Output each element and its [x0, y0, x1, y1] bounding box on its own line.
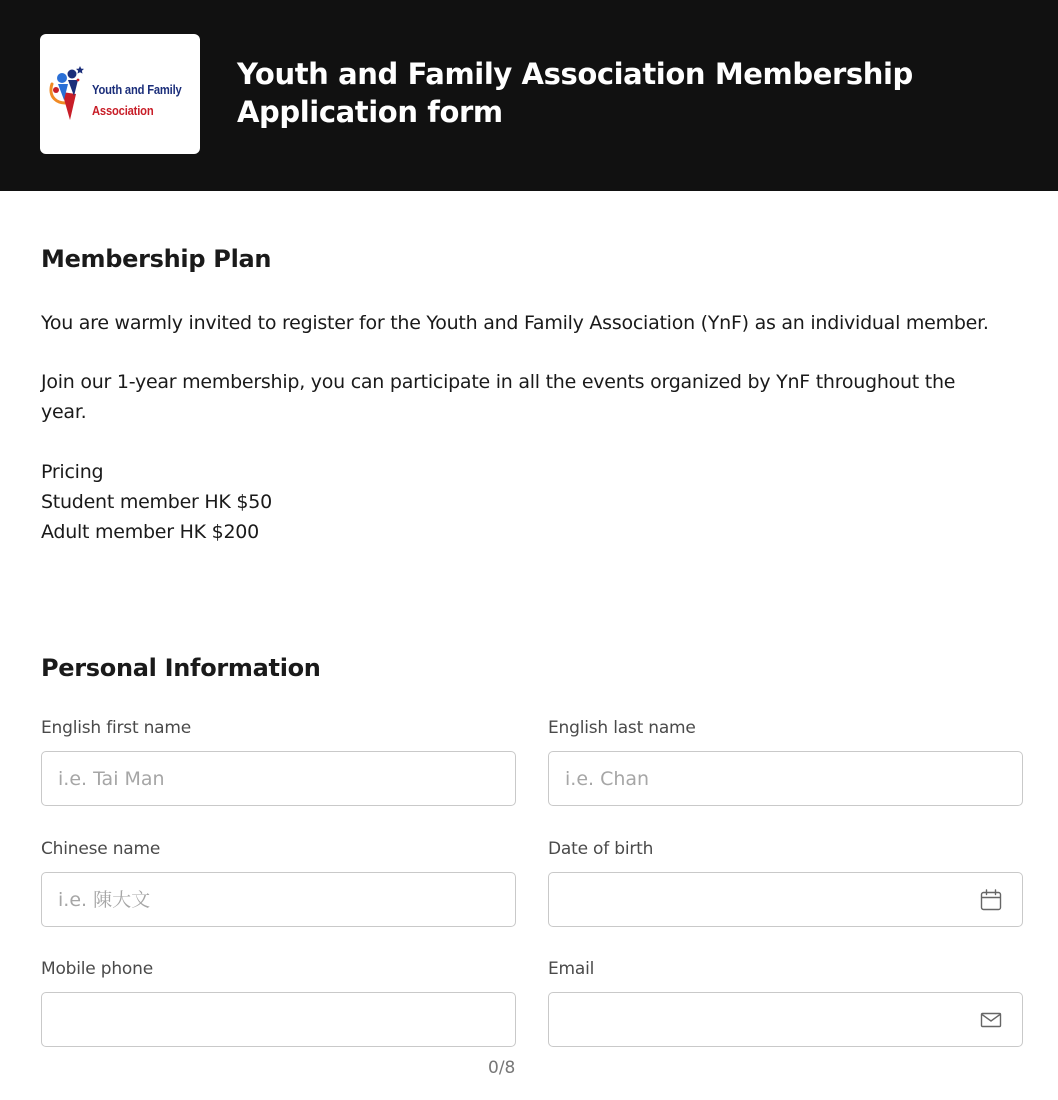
email-input[interactable]	[549, 993, 1022, 1046]
personal-info-heading: Personal Information	[41, 654, 321, 682]
email-label: Email	[548, 959, 595, 979]
membership-plan-heading: Membership Plan	[41, 245, 272, 273]
last-name-field[interactable]	[548, 751, 1023, 806]
chinese-name-field[interactable]	[41, 872, 516, 927]
mobile-label: Mobile phone	[41, 959, 153, 979]
first-name-label: English first name	[41, 718, 192, 738]
logo-figure-icon	[48, 62, 92, 124]
first-name-input[interactable]	[42, 752, 515, 805]
logo-line-1: Youth and Family	[92, 82, 182, 97]
association-logo	[40, 34, 200, 154]
dob-label: Date of birth	[548, 839, 654, 859]
app-header	[0, 0, 1058, 191]
adult-price-text: Adult member HK $200	[41, 521, 259, 543]
mobile-char-counter: 0/8	[488, 1058, 516, 1078]
membership-details-text: Join our 1-year membership, you can participate in all the events organized by YnF throughout the year.	[41, 371, 956, 423]
membership-intro-text: You are warmly invited to register for the Youth and Family Association (YnF) as an individual member.	[41, 312, 989, 334]
page-title: Youth and Family Association Membership Application form	[237, 57, 913, 129]
logo-wordmark	[92, 79, 182, 121]
email-field[interactable]	[548, 992, 1023, 1047]
chinese-name-label: Chinese name	[41, 839, 161, 859]
pricing-heading: Pricing	[41, 461, 104, 483]
mail-icon	[980, 1009, 1002, 1031]
chinese-name-input[interactable]	[42, 873, 515, 926]
calendar-icon[interactable]	[980, 889, 1002, 911]
dob-field[interactable]	[548, 872, 1023, 927]
mobile-field[interactable]	[41, 992, 516, 1047]
mobile-input[interactable]	[42, 993, 515, 1046]
student-price-text: Student member HK $50	[41, 491, 272, 513]
dob-input[interactable]	[549, 873, 1022, 926]
logo-line-2: Association	[92, 103, 154, 118]
first-name-field[interactable]	[41, 751, 516, 806]
last-name-input[interactable]	[549, 752, 1022, 805]
last-name-label: English last name	[548, 718, 696, 738]
